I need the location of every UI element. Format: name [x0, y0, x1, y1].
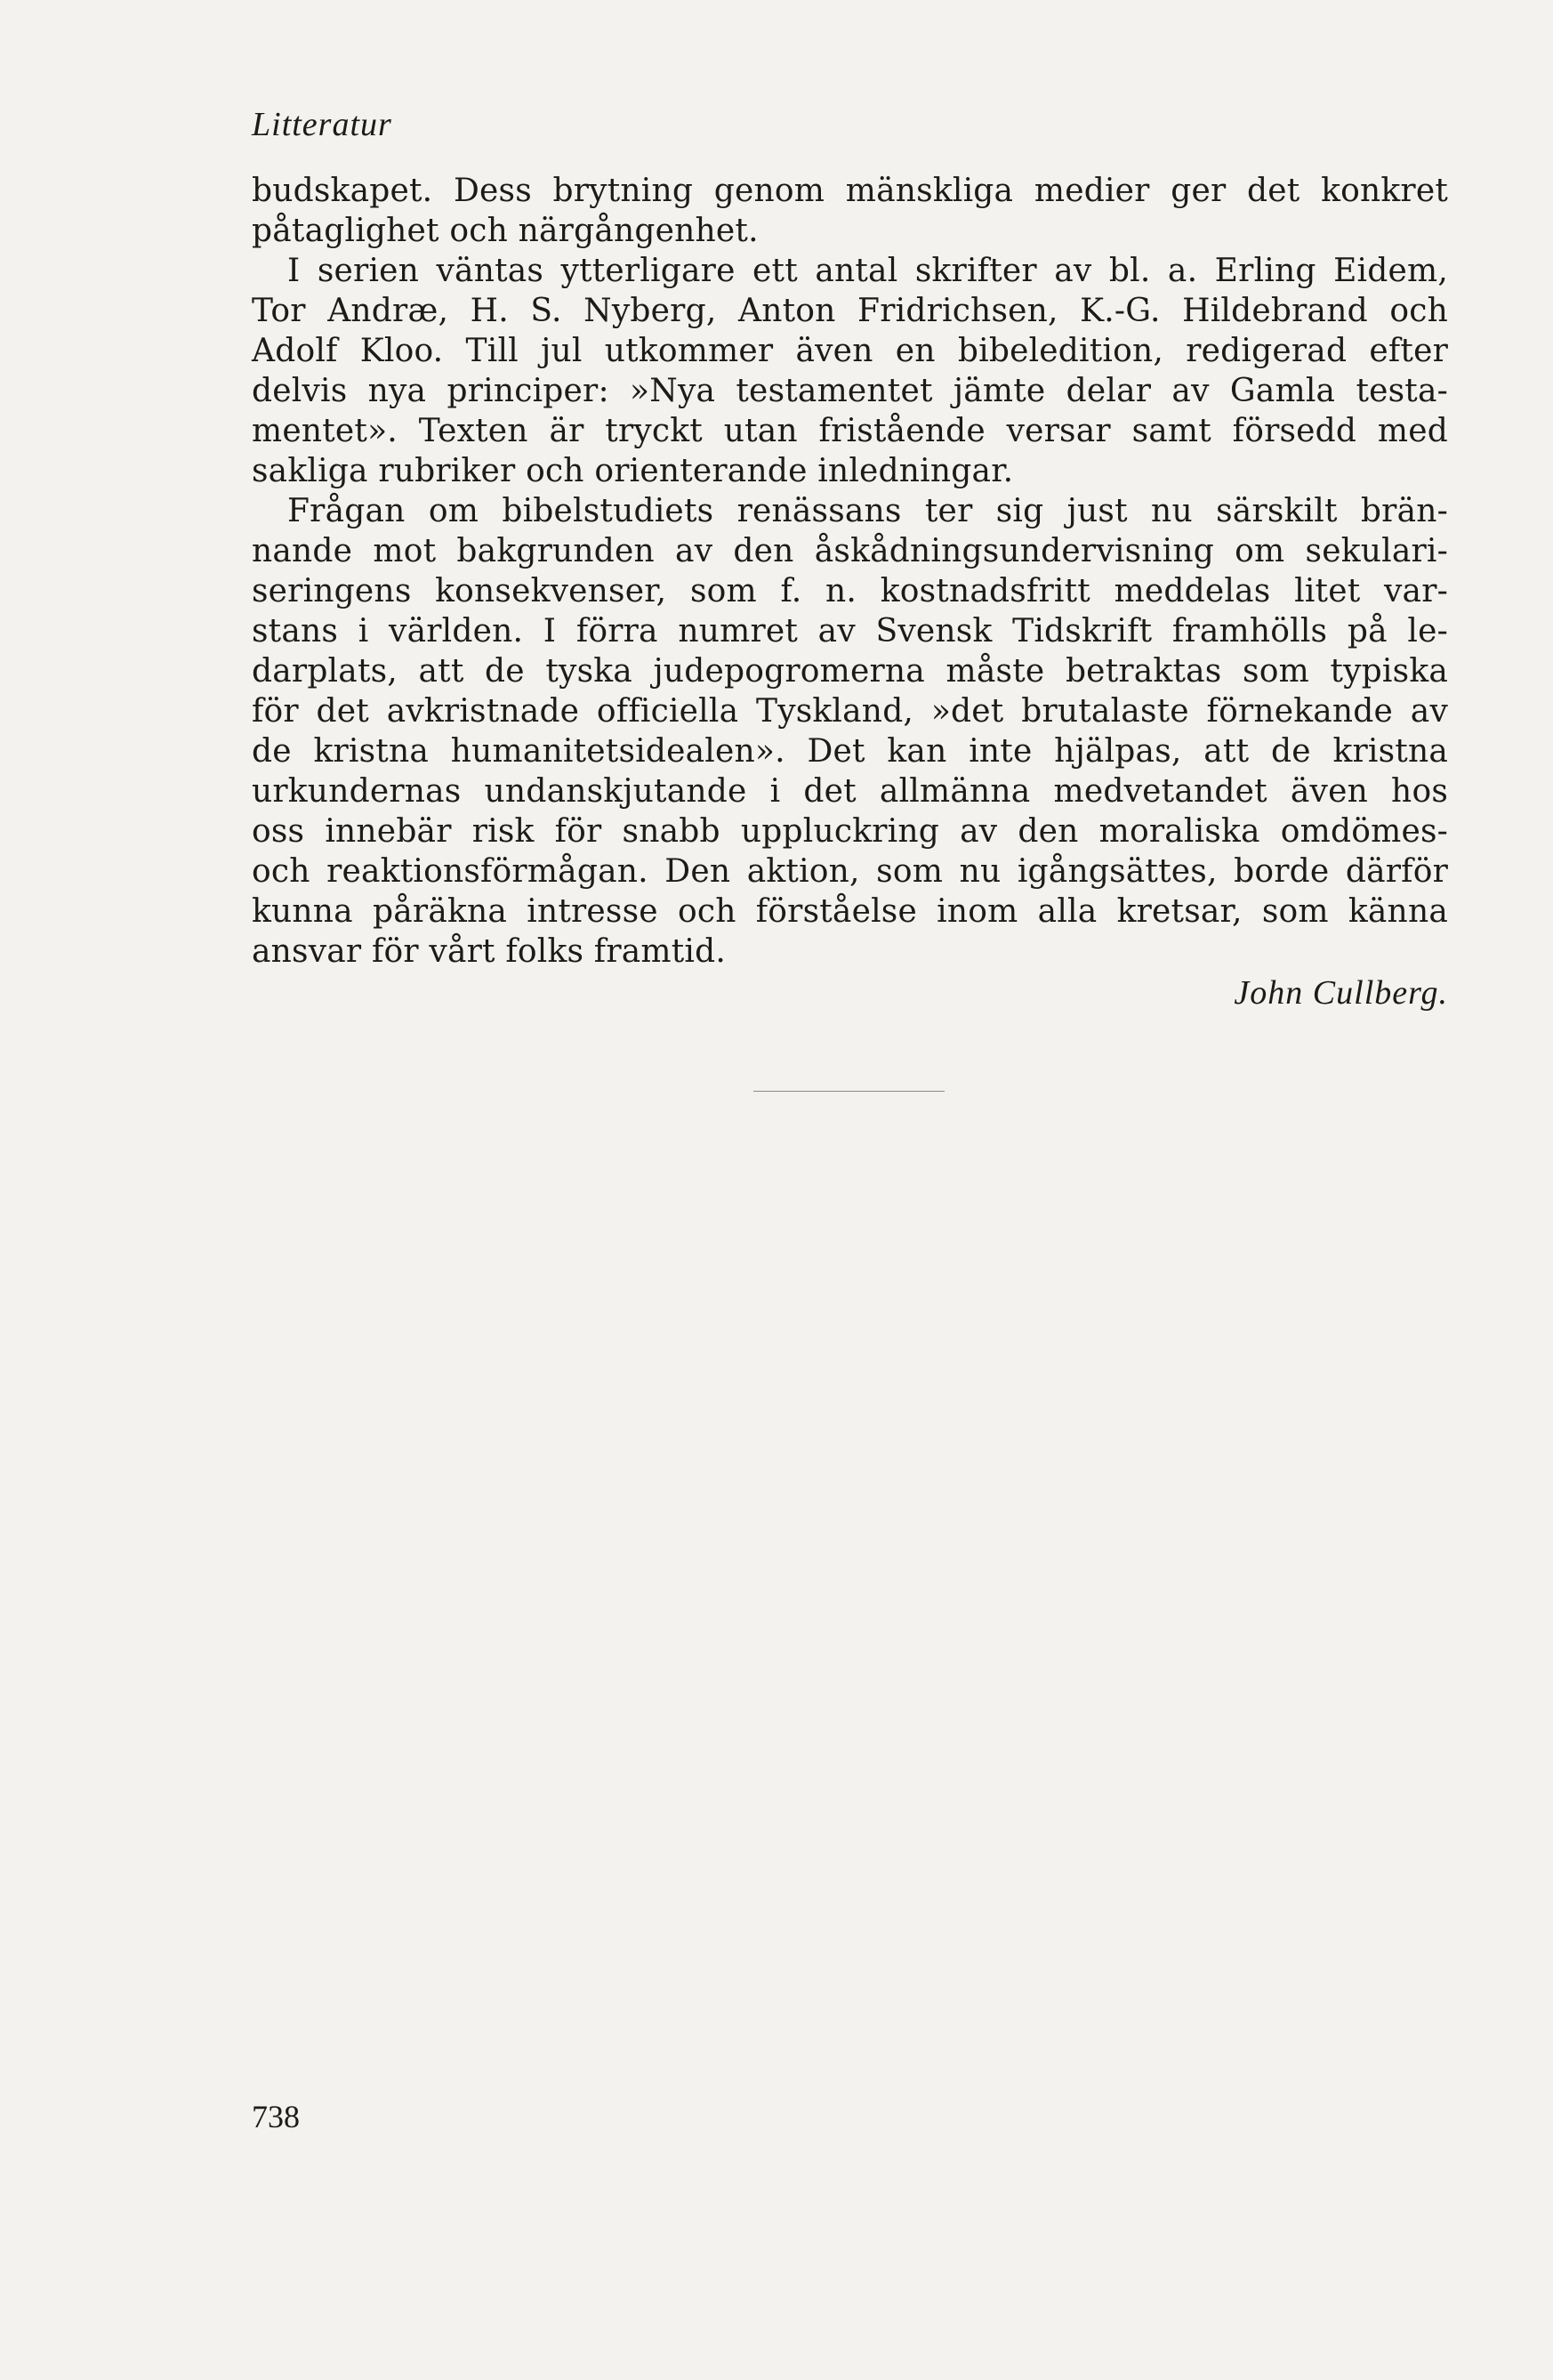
body-line: I serien väntas ytterligare ett antal skrifter av bl. a. Erling Eidem,	[287, 253, 1448, 289]
body-line: darplats, att de tyska judepogromerna måste betraktas som typiska	[252, 653, 1448, 690]
body-line: och reaktionsförmågan. Den aktion, som nu igångsättes, borde därför	[252, 853, 1448, 890]
body-line: Tor Andræ, H. S. Nyberg, Anton Fridrichsen, K.-G. Hildebrand och	[252, 293, 1448, 329]
author-signature: John Cullberg.	[1234, 974, 1448, 1012]
body-line: stans i världen. I förra numret av Svensk Tidskrift framhölls på le-	[252, 613, 1448, 649]
body-line: budskapet. Dess brytning genom mänskliga medier ger det konkret	[252, 173, 1448, 209]
body-line: Frågan om bibelstudiets renässans ter sig just nu särskilt brän-	[287, 493, 1448, 529]
page-number: 738	[252, 2099, 300, 2134]
body-line: kunna påräkna intresse och förståelse inom alla kretsar, som känna	[252, 893, 1448, 930]
body-line: urkundernas undanskjutande i det allmänna medvetandet även hos	[252, 773, 1448, 810]
body-line: de kristna humanitetsidealen». Det kan inte hjälpas, att de kristna	[252, 733, 1448, 770]
body-line: påtaglighet och närgångenhet.	[252, 213, 759, 249]
body-line: seringens konsekvenser, som f. n. kostnadsfritt meddelas litet var-	[252, 573, 1448, 609]
section-divider	[753, 1091, 945, 1092]
body-line: nande mot bakgrunden av den åskådningsundervisning om sekulari-	[252, 533, 1448, 569]
body-line: ansvar för vårt folks framtid.	[252, 933, 726, 970]
body-line: oss innebär risk för snabb uppluckring av den moraliska omdömes-	[252, 813, 1448, 850]
running-head: Litteratur	[252, 106, 392, 143]
body-line: mentet». Texten är tryckt utan fristående versar samt försedd med	[252, 413, 1448, 449]
body-line: sakliga rubriker och orienterande inledningar.	[252, 453, 1014, 489]
body-line: för det avkristnade officiella Tyskland, »det brutalaste förnekande av	[252, 693, 1448, 730]
body-line: delvis nya principer: »Nya testamentet jämte delar av Gamla testa-	[252, 373, 1448, 409]
body-line: Adolf Kloo. Till jul utkommer även en bibeledition, redigerad efter	[252, 333, 1448, 369]
article-body	[252, 171, 1448, 972]
